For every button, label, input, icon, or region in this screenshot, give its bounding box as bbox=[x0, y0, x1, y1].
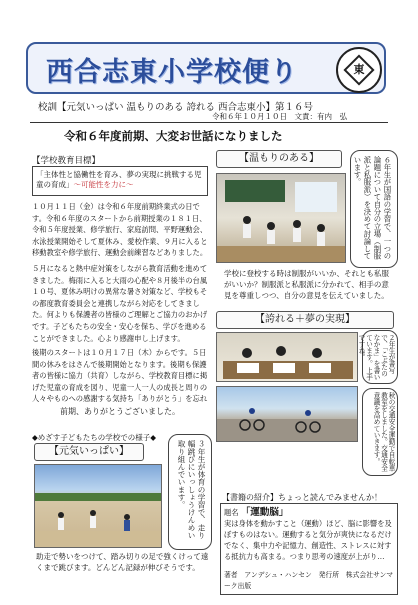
energy-bubble bbox=[168, 434, 212, 550]
warmth-caption: 学校に登校する時は制服がいいか、それとも私服がいいか？制服派と私服派に分かれて、相手の意見を尊重しつつ、自分の意見を伝えていました。 bbox=[224, 269, 389, 300]
school-motto: 校訓【元気いっぱい 温もりのある 誇れる 西合志東小】第１６号 bbox=[38, 102, 314, 113]
pride-bubble-1 bbox=[357, 330, 398, 384]
book-author: 著者 アンデシュ・ハンセン 発行所 株式会社サンマーク出版 bbox=[224, 571, 394, 590]
pride-bubble-2 bbox=[362, 388, 398, 476]
book-box bbox=[220, 503, 398, 595]
bicycle-class-photo bbox=[216, 386, 358, 442]
book-title-label: 題名 bbox=[224, 508, 239, 517]
divider bbox=[30, 122, 388, 123]
school-emblem bbox=[336, 47, 382, 93]
book-title: 「運動脳」 bbox=[240, 507, 289, 518]
energy-bubble-text: ３年生が体育の学習で、走り幅跳びにいっしょうけんめい取り組んでいます。 bbox=[177, 440, 206, 539]
long-jump-scene bbox=[35, 465, 162, 548]
masthead bbox=[26, 42, 386, 94]
calligraphy-scene bbox=[217, 333, 358, 382]
education-goal-tail: ～可能性を力に～ bbox=[73, 180, 134, 189]
education-goal-label: 【学校教育目標】 bbox=[32, 156, 101, 166]
warmth-title: 【温もりのある】 bbox=[216, 150, 342, 168]
book-title-row bbox=[224, 507, 394, 518]
book-intro-label: 【書籍の紹介】ちょっと読んでみませんか！ bbox=[222, 493, 382, 502]
warmth-bubble-text: ６年生が国語の学習で、一つの論題について自分の立場（制服派と私服派）を決めて討論しています。 bbox=[353, 156, 392, 260]
goal-closing: 前期、ありがとうございました。 bbox=[60, 407, 180, 416]
newsletter-title: 西合志東小学校便り bbox=[46, 57, 298, 88]
warmth-bubble bbox=[350, 150, 398, 268]
emblem-label: 東 bbox=[353, 63, 365, 76]
goal-paragraph-3: 後期のスタートは１０月１７日（木）からです。５日間の休みをはさんで後期開始となります。後期も保護者の皆様に協力（共育）しながら、学校教育目標に掲げた児童の育成を図り、児童一人一人の成長と周りの人々やものへの感謝する気持ち「ありがとう」を忘れ bbox=[32, 348, 208, 404]
education-goal-text: 「主体性と協働性を育み、夢の実現に挑戦する児童の育成」 bbox=[36, 170, 202, 189]
goal-paragraph-2: ５月になると熱中症対策をしながら教育活動を進めてきました。梅雨に入ると大雨の心配や８月後半の台風１０号、夏休み明けの異常な暑さ対策など、学校もその都度教育委員会と連携しながら対応をしてきました。何よりも保護者の皆様のご理解とご協力のおかげです。子どもたちの安全・安心を保ち、学びを進めることができました。心より感謝申し上げます。 bbox=[32, 264, 208, 343]
bicycle-class-scene bbox=[217, 387, 358, 442]
education-goal-box bbox=[32, 166, 208, 196]
long-jump-photo bbox=[34, 464, 162, 548]
page-headline: 令和６年度前期、大変お世話になりました bbox=[64, 129, 283, 143]
energy-caption: 助走で勢いをつけて、踏み切りの足で強くけって遠くまで跳びます。どんどん記録が伸びそうです。 bbox=[36, 552, 209, 572]
pride-bubble-1-text: ２年生が書写で、「こぶたのなかま」を書いています。上手ですね。 bbox=[357, 334, 395, 381]
debate-class-photo bbox=[216, 173, 346, 263]
pride-bubble-2-text: 秋の交通安全運動で自転車教室をしました。交通安全意識を高めていきます。 bbox=[372, 392, 395, 472]
issue-dateline: 令和６年１０月１０日 文責：有内 弘 bbox=[212, 112, 347, 121]
pride-title: 【誇れる＋夢の実現】 bbox=[216, 311, 394, 329]
energy-intro: ◆めざす子どもたちの学校での様子◆ bbox=[32, 433, 157, 442]
goal-paragraph-1: １０月１１日（金）は令和６年度前期終業式の日です。令和６年度のスタートから前期授業の１８１日、令和５年度授業、修学旅行、家庭訪問、平野運動会、水泳授業開始そして夏休み、愛校作業、９月に入ると移動教室や修学旅行、運動会前練習などありました。 bbox=[32, 202, 208, 258]
energy-title: 【元気いっぱい】 bbox=[34, 443, 144, 461]
debate-class-scene bbox=[217, 174, 346, 263]
calligraphy-photo bbox=[216, 332, 358, 382]
book-description: 実は身体を動かすこと（運動）ほど、脳に影響を及ぼすものはない。運動すると気分が爽快になるだけでなく、集中力や記憶力、創造性、ストレスに対する抵抗力も高まる。つまり思考の速度が上がり… bbox=[224, 519, 392, 561]
